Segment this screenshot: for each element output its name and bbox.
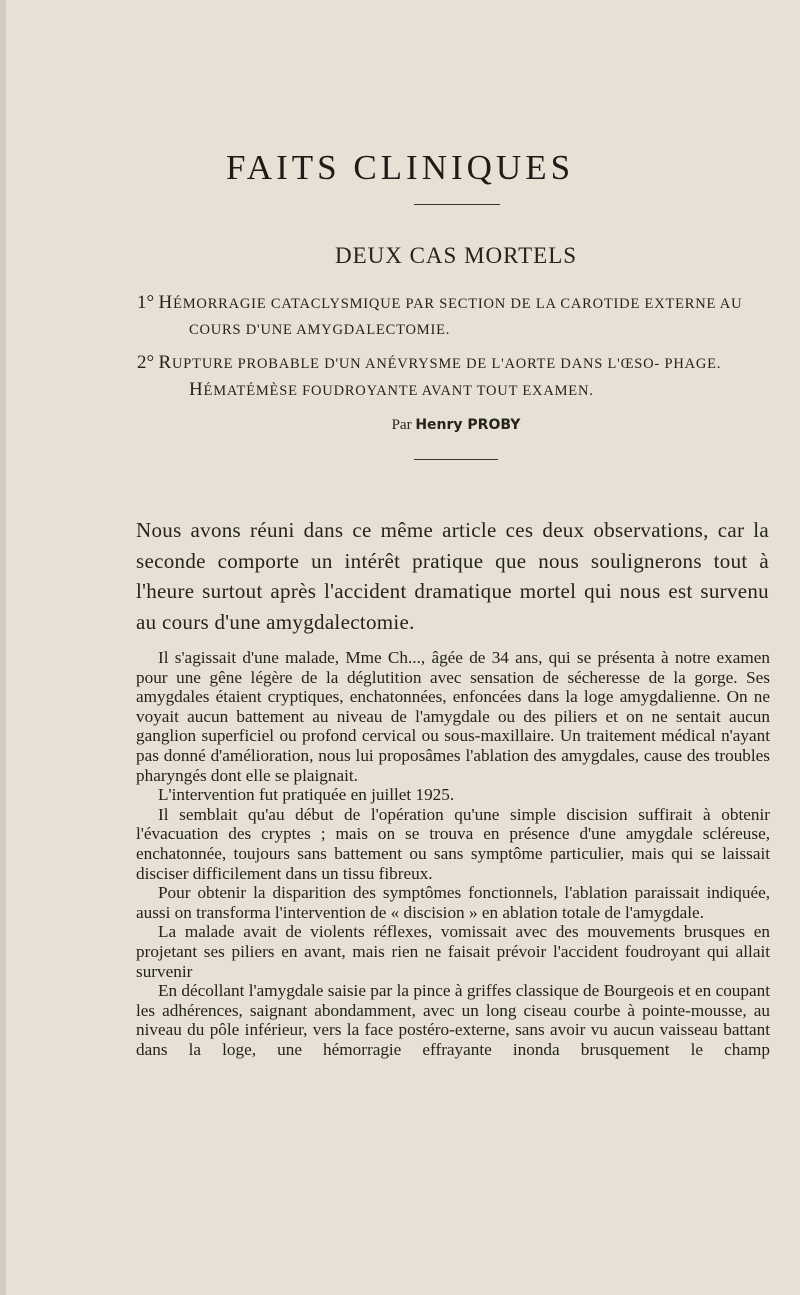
case-item-2 xyxy=(137,350,769,404)
body-text xyxy=(136,648,770,1059)
author-name: Henry PROBY xyxy=(415,417,521,433)
article-subtitle: DEUX CAS MORTELS xyxy=(334,243,578,268)
paragraph: En décollant l'amygdale saisie par la pince à griffes classique de Bourgeois et en coupant les adhérences, saignant abondamment, avec un long ciseau courbe à pointe-mousse, au niveau du pôle inférieur, vers la face postéro-externe, sans avoir vu aucun vaisseau battant dans la loge, une hémorragie effrayante inonda brusquement le champ xyxy=(136,981,770,1059)
paragraph: L'intervention fut pratiquée en juillet 1925. xyxy=(158,785,455,805)
case-item-1 xyxy=(137,290,769,343)
section-title: FAITS CLINIQUES xyxy=(225,148,575,187)
case-text: UPTURE PROBABLE D'UN ANÉVRYSME DE L'AORTE DANS L'ŒSO- PHAGE. xyxy=(172,356,722,372)
page-edge xyxy=(0,0,6,1295)
case-text: ÉMORRAGIE CATACLYSMIQUE PAR SECTION DE LA CAROTIDE EXTERNE AU COURS D'UNE AMYGDALECTOMIE. xyxy=(173,296,743,338)
title-rule xyxy=(414,204,500,205)
paragraph: Pour obtenir la disparition des symptômes fonctionnels, l'ablation paraissait indiquée, aussi on transforma l'intervention de « discision » en ablation totale de l'amygdale. xyxy=(136,883,770,922)
byline-prefix: Par xyxy=(391,417,412,433)
intro-paragraph: Nous avons réuni dans ce même article ces deux observations, car la seconde comporte un intérêt pratique que nous soulignerons tout à l'heure surtout après l'accident dramatique mortel qui nous est survenu au cours d'une amygdalectomie. xyxy=(136,518,769,634)
case-number: 1° xyxy=(137,292,155,313)
case-text-2: ÉMATÉMÈSE FOUDROYANTE AVANT TOUT EXAMEN. xyxy=(203,383,594,399)
paragraph: Il semblait qu'au début de l'opération qu'une simple discision suffirait à obtenir l'évacuation des cryptes ; mais on se trouva en présence d'une amygdale scléreuse, enchatonnée, toujours sans battement ou sans symptôme particulier, mais qui se laissait disciser difficilement dans un tissu fibreux. xyxy=(136,804,770,883)
case-number: 2° xyxy=(137,352,155,373)
case-initial: R xyxy=(158,352,173,373)
paragraph: La malade avait de violents réflexes, vomissait avec des mouvements brusques en projetant ses piliers en avant, mais rien ne faisait prévoir l'accident foudroyant qui allait survenir xyxy=(136,922,770,981)
byline xyxy=(0,417,800,434)
case-initial-2: H xyxy=(189,379,204,400)
byline-rule xyxy=(414,459,498,460)
case-initial: H xyxy=(158,292,174,313)
paragraph: Il s'agissait d'une malade, Mme Ch..., âgée de 34 ans, qui se présenta à notre examen pour une gêne légère de la déglutition avec sensation de sécheresse de la gorge. Ses amygdales étaient cryptiques, enchatonnées, enfoncées dans la loge amygdalienne. On ne voyait aucun battement au niveau de l'amygdale ou des piliers et on ne sentait aucun ganglion superficiel ou profond cervical ou sous-maxillaire. Un traitement médical n'ayant pas donné d'amélioration, nous lui proposâmes l'ablation des amygdales, cause des troubles pharyngés dont elle se plaignait. xyxy=(136,648,770,785)
